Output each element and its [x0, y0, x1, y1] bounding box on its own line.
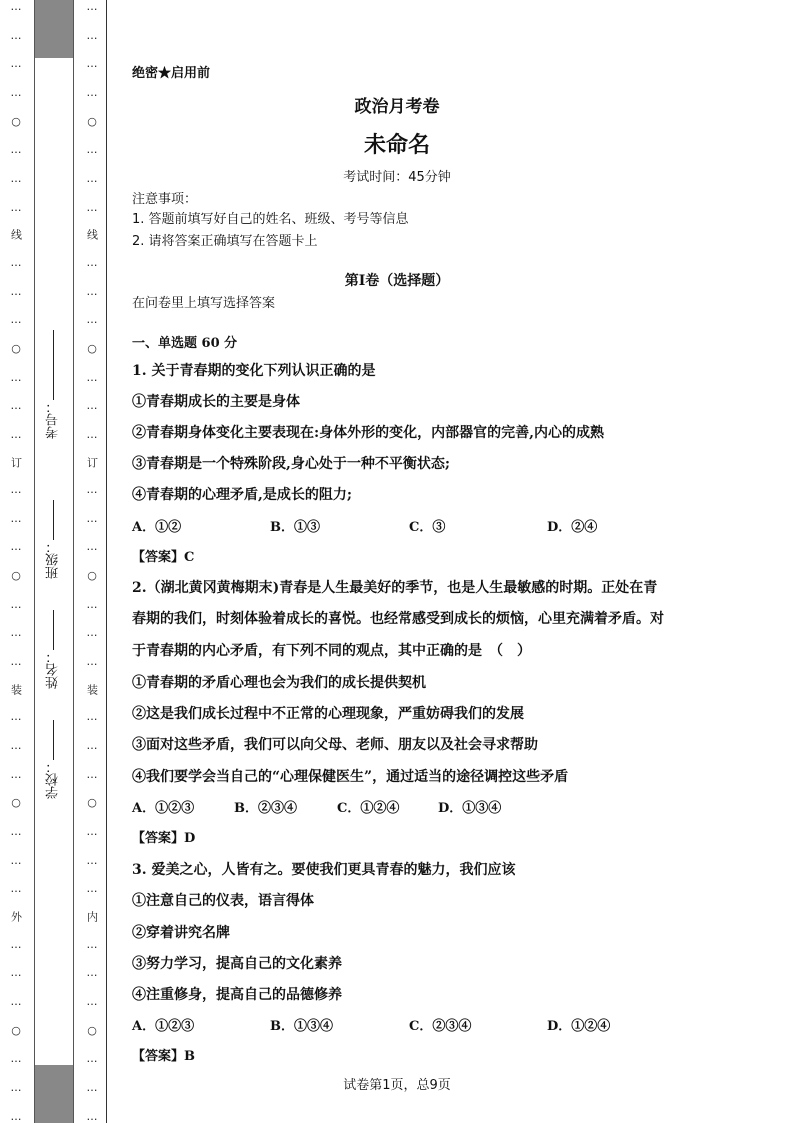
volume-instruction: 在问卷里上填写选择答案: [132, 296, 276, 311]
outer-mark: …: [9, 994, 23, 1008]
outer-mark: …: [9, 200, 23, 214]
inner-mark: 订: [85, 456, 99, 468]
option-d: D．②④: [547, 520, 598, 535]
outer-mark: …: [9, 767, 23, 781]
outer-binding-marks: [4, 0, 28, 1123]
notes-heading: 注意事项：: [132, 192, 198, 207]
inner-mark: …: [85, 966, 99, 980]
inner-mark: 内: [85, 911, 99, 922]
notes-item: 2. 请将答案正确填写在答题卡上: [132, 234, 318, 249]
inner-mark: ○: [85, 114, 99, 128]
outer-mark: …: [9, 1080, 23, 1094]
question-item: ②穿着讲究名牌: [132, 925, 230, 941]
inner-mark: …: [85, 882, 99, 896]
inner-mark: …: [85, 483, 99, 497]
inner-mark: …: [85, 710, 99, 724]
inner-mark: …: [85, 739, 99, 753]
question-item: ②青春期身体变化主要表现在:身体外形的变化，内部器官的完善,内心的成熟: [132, 425, 605, 441]
outer-mark: ○: [9, 114, 23, 128]
outer-mark: …: [9, 427, 23, 441]
inner-mark: …: [85, 427, 99, 441]
outer-mark: …: [9, 710, 23, 724]
binding-strip: [34, 0, 74, 1123]
inner-mark: …: [85, 0, 99, 13]
option-b: B．①③: [270, 520, 320, 535]
question-stem-line: 春期的我们，时刻体验着成长的喜悦。也经常感受到成长的烦恼，心里充满着矛盾。对: [132, 611, 664, 627]
question-item: ③面对这些矛盾，我们可以向父母、老师、朋友以及社会寻求帮助: [132, 737, 538, 753]
exam-subtitle: 未命名: [363, 132, 430, 158]
outer-mark: …: [9, 597, 23, 611]
outer-mark: …: [9, 1052, 23, 1066]
inner-mark: …: [85, 399, 99, 413]
option-c: C．②③④: [409, 1019, 472, 1034]
outer-mark: 线: [9, 229, 23, 241]
outer-mark: …: [9, 882, 23, 896]
exam-title: 政治月考卷: [354, 97, 440, 117]
outer-mark: …: [9, 85, 23, 99]
option-d: D．①②④: [547, 1019, 611, 1034]
inner-mark: …: [85, 1109, 99, 1123]
outer-mark: …: [9, 0, 23, 13]
inner-mark: …: [85, 28, 99, 42]
outer-mark: 订: [9, 456, 23, 468]
outer-mark: …: [9, 655, 23, 669]
inner-mark: 线: [85, 229, 99, 241]
inner-mark: …: [85, 370, 99, 384]
name-label: 姓名：: [45, 650, 61, 689]
exam-number-field: [41, 330, 65, 439]
section-heading: 一、单选题 60 分: [132, 336, 238, 351]
name-field: [41, 610, 65, 689]
outer-mark: …: [9, 937, 23, 951]
class-line: [53, 500, 54, 540]
outer-mark: …: [9, 540, 23, 554]
question-stem: 1. 关于青春期的变化下列认识正确的是: [132, 363, 376, 379]
outer-mark: …: [9, 370, 23, 384]
inner-mark: ○: [85, 569, 99, 583]
inner-mark: …: [85, 1052, 99, 1066]
inner-mark: …: [85, 597, 99, 611]
outer-mark: …: [9, 171, 23, 185]
outer-mark: …: [9, 483, 23, 497]
outer-mark: ○: [9, 569, 23, 583]
inner-mark: …: [85, 626, 99, 640]
question-item: ③青春期是一个特殊阶段,身心处于一种不平衡状态;: [132, 456, 451, 472]
outer-mark: …: [9, 853, 23, 867]
question-stem-line: 于青春期的内心矛盾，有下列不同的观点，其中正确的是 （ ）: [132, 643, 531, 659]
inner-mark: …: [85, 171, 99, 185]
school-line: [53, 720, 54, 760]
exam-number-line: [53, 330, 54, 400]
outer-mark: …: [9, 399, 23, 413]
outer-mark: ○: [9, 796, 23, 810]
inner-mark: …: [85, 767, 99, 781]
inner-mark: …: [85, 143, 99, 157]
inner-mark: …: [85, 85, 99, 99]
question-item: ②这是我们成长过程中不正常的心理现象，严重妨碍我们的发展: [132, 706, 524, 722]
inner-mark: …: [85, 540, 99, 554]
outer-mark: …: [9, 966, 23, 980]
question-stem: 3. 爱美之心，人皆有之。要使我们更具青春的魅力，我们应该: [132, 862, 516, 878]
option-a: A．①②③: [132, 1019, 195, 1034]
school-field: [41, 720, 65, 799]
option-c: C．③: [409, 520, 446, 535]
exam-time: 考试时间：45分钟: [343, 170, 451, 185]
strip-top-block: [35, 0, 73, 58]
outer-mark: …: [9, 511, 23, 525]
inner-mark: …: [85, 284, 99, 298]
question-item: ③努力学习，提高自己的文化素养: [132, 956, 342, 972]
school-label: 学校：: [45, 760, 61, 799]
question-stem-line: 2.（湖北黄冈黄梅期末)青春是人生最美好的季节，也是人生最敏感的时期。正处在青: [132, 580, 658, 596]
answer: 【答案】D: [132, 831, 196, 846]
question-item: ①注意自己的仪表，语言得体: [132, 893, 314, 909]
secret-label: 绝密★启用前: [132, 66, 211, 81]
inner-mark: ○: [85, 796, 99, 810]
outer-mark: …: [9, 143, 23, 157]
inner-mark: …: [85, 57, 99, 71]
inner-mark: …: [85, 1080, 99, 1094]
notes-item: 1. 答题前填写好自己的姓名、班级、考号等信息: [132, 212, 409, 227]
question-item: ④青春期的心理矛盾,是成长的阻力;: [132, 487, 353, 503]
option-d: D．①③④: [438, 801, 502, 816]
question-item: ①青春期成长的主要是身体: [132, 394, 300, 410]
outer-mark: …: [9, 255, 23, 269]
question-item: ①青春期的矛盾心理也会为我们的成长提供契机: [132, 675, 426, 691]
outer-mark: …: [9, 28, 23, 42]
outer-mark: ○: [9, 341, 23, 355]
inner-mark: …: [85, 853, 99, 867]
class-field: [41, 500, 65, 579]
name-line: [53, 610, 54, 650]
outer-mark: …: [9, 739, 23, 753]
question-item: ④注重修身，提高自己的品德修养: [132, 987, 342, 1003]
option-b: B．②③④: [234, 801, 297, 816]
inner-mark: 装: [85, 683, 99, 695]
outer-mark: ○: [9, 1023, 23, 1037]
question-item: ④我们要学会当自己的“心理保健医生”，通过适当的途径调控这些矛盾: [132, 769, 569, 785]
inner-mark: …: [85, 200, 99, 214]
outer-mark: 装: [9, 683, 23, 695]
outer-mark: …: [9, 313, 23, 327]
inner-mark: ○: [85, 1023, 99, 1037]
inner-mark: …: [85, 994, 99, 1008]
inner-binding-marks: [80, 0, 104, 1123]
inner-mark: …: [85, 511, 99, 525]
option-a: A．①②③: [132, 801, 195, 816]
inner-mark: …: [85, 655, 99, 669]
outer-mark: …: [9, 626, 23, 640]
answer: 【答案】B: [132, 1049, 195, 1064]
class-label: 班级：: [45, 540, 61, 579]
exam-number-label: 考号：: [45, 400, 61, 439]
answer: 【答案】C: [132, 550, 195, 565]
volume-title: 第I卷（选择题）: [344, 273, 450, 289]
page-footer: 试卷第1页，总9页: [343, 1078, 451, 1093]
inner-mark: …: [85, 825, 99, 839]
outer-mark: …: [9, 284, 23, 298]
option-a: A．①②: [132, 520, 182, 535]
outer-mark: …: [9, 1109, 23, 1123]
option-b: B．①③④: [270, 1019, 333, 1034]
page-border: [106, 0, 107, 1123]
inner-mark: …: [85, 937, 99, 951]
inner-mark: …: [85, 313, 99, 327]
inner-mark: …: [85, 255, 99, 269]
outer-mark: …: [9, 57, 23, 71]
option-c: C．①②④: [337, 801, 400, 816]
inner-mark: ○: [85, 341, 99, 355]
strip-bottom-block: [35, 1065, 73, 1123]
outer-mark: 外: [9, 911, 23, 922]
outer-mark: …: [9, 825, 23, 839]
